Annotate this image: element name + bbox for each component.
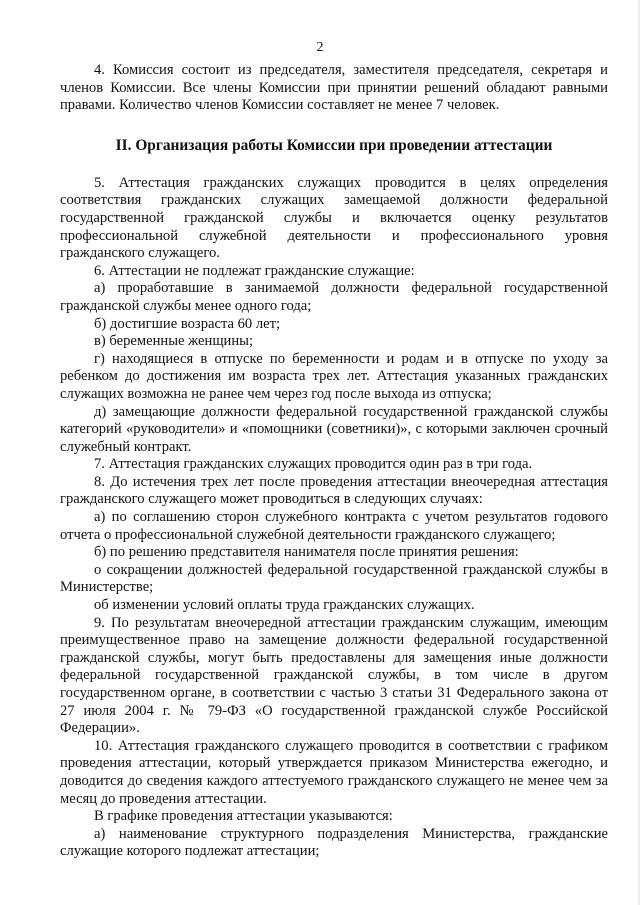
paragraph-6a: а) проработавшие в занимаемой должности федеральной государственной гражданской службы менее одного года; <box>60 280 608 314</box>
paragraph-9: 9. По результатам внеочередной аттестации гражданским служащим, имеющим преимущественное право на замещение должности федеральной государственной гражданской службы, могут быть предоставлены для замещения иные должности федеральной государственной гражданской службы, в том числе в другом государственном органе, в соответствии с частью 3 статьи 31 Федерального закона от 27 июля 2004 г. № 79-ФЗ «О государственной гражданской службе Российской Федерации». <box>60 614 608 737</box>
paragraph-10: 10. Аттестация гражданского служащего проводится в соответствии с графиком проведения аттестации, который утверждается приказом Министерства ежегодно, и доводится до сведения каждого аттестуемого гражданского служащего не менее чем за месяц до проведения аттестации. <box>60 737 608 807</box>
paragraph-6g: г) находящиеся в отпуске по беременности и родам и в отпуске по уходу за ребенком до достижения им возраста трех лет. Аттестация указанных гражданских служащих возможна не ранее чем через год после выхода из отпуска; <box>60 350 608 402</box>
paragraph-8b-item-1: о сокращении должностей федеральной государственной гражданской службы в Министерстве; <box>60 561 608 596</box>
paragraph-5: 5. Аттестация гражданских служащих проводится в целях определения соответствия гражданских служащих замещаемой должности федеральной государственной гражданской службы и включается оценку результатов профессиональной служебной деятельности и профессионального уровня гражданского служащего. <box>60 174 608 262</box>
document-body <box>60 62 608 861</box>
paragraph-8b: б) по решению представителя нанимателя после принятия решения: <box>94 544 519 561</box>
paragraph-8a: а) по соглашению сторон служебного контракта с учетом результатов годового отчета о профессиональной служебной деятельности гражданского служащего; <box>60 509 608 543</box>
paragraph-4: 4. Комиссия состоит из председателя, заместителя председателя, секретаря и членов Комиссии. Все члены Комиссии при принятии решений обладают равными правами. Количество членов Комиссии составляет не менее 7 человек. <box>60 62 608 114</box>
paragraph-8: 8. До истечения трех лет после проведения аттестации внеочередная аттестация гражданского служащего может проводиться в следующих случаях: <box>60 473 608 508</box>
paragraph-schedule-a: а) наименование структурного подразделения Министерства, гражданские служащие которого подлежат аттестации; <box>60 825 608 860</box>
section-heading: II. Организация работы Комиссии при проведении аттестации <box>115 136 553 154</box>
page-number: 2 <box>316 40 324 55</box>
paragraph-7: 7. Аттестация гражданских служащих проводится один раз в три года. <box>94 456 533 473</box>
paragraph-6b: б) достигшие возраста 60 лет; <box>94 315 281 332</box>
paragraph-6: 6. Аттестации не подлежат гражданские служащие: <box>94 262 415 279</box>
paragraph-8b-item-2: об изменении условий оплаты труда гражданских служащих. <box>94 597 475 614</box>
paragraph-schedule-intro: В графике проведения аттестации указываются: <box>94 808 393 825</box>
paragraph-6d: д) замещающие должности федеральной государственной гражданской службы категорий «руководители» и «помощники (советники)», с которыми заключен срочный служебный контракт. <box>60 403 608 455</box>
paragraph-6v: в) беременные женщины; <box>94 333 254 350</box>
